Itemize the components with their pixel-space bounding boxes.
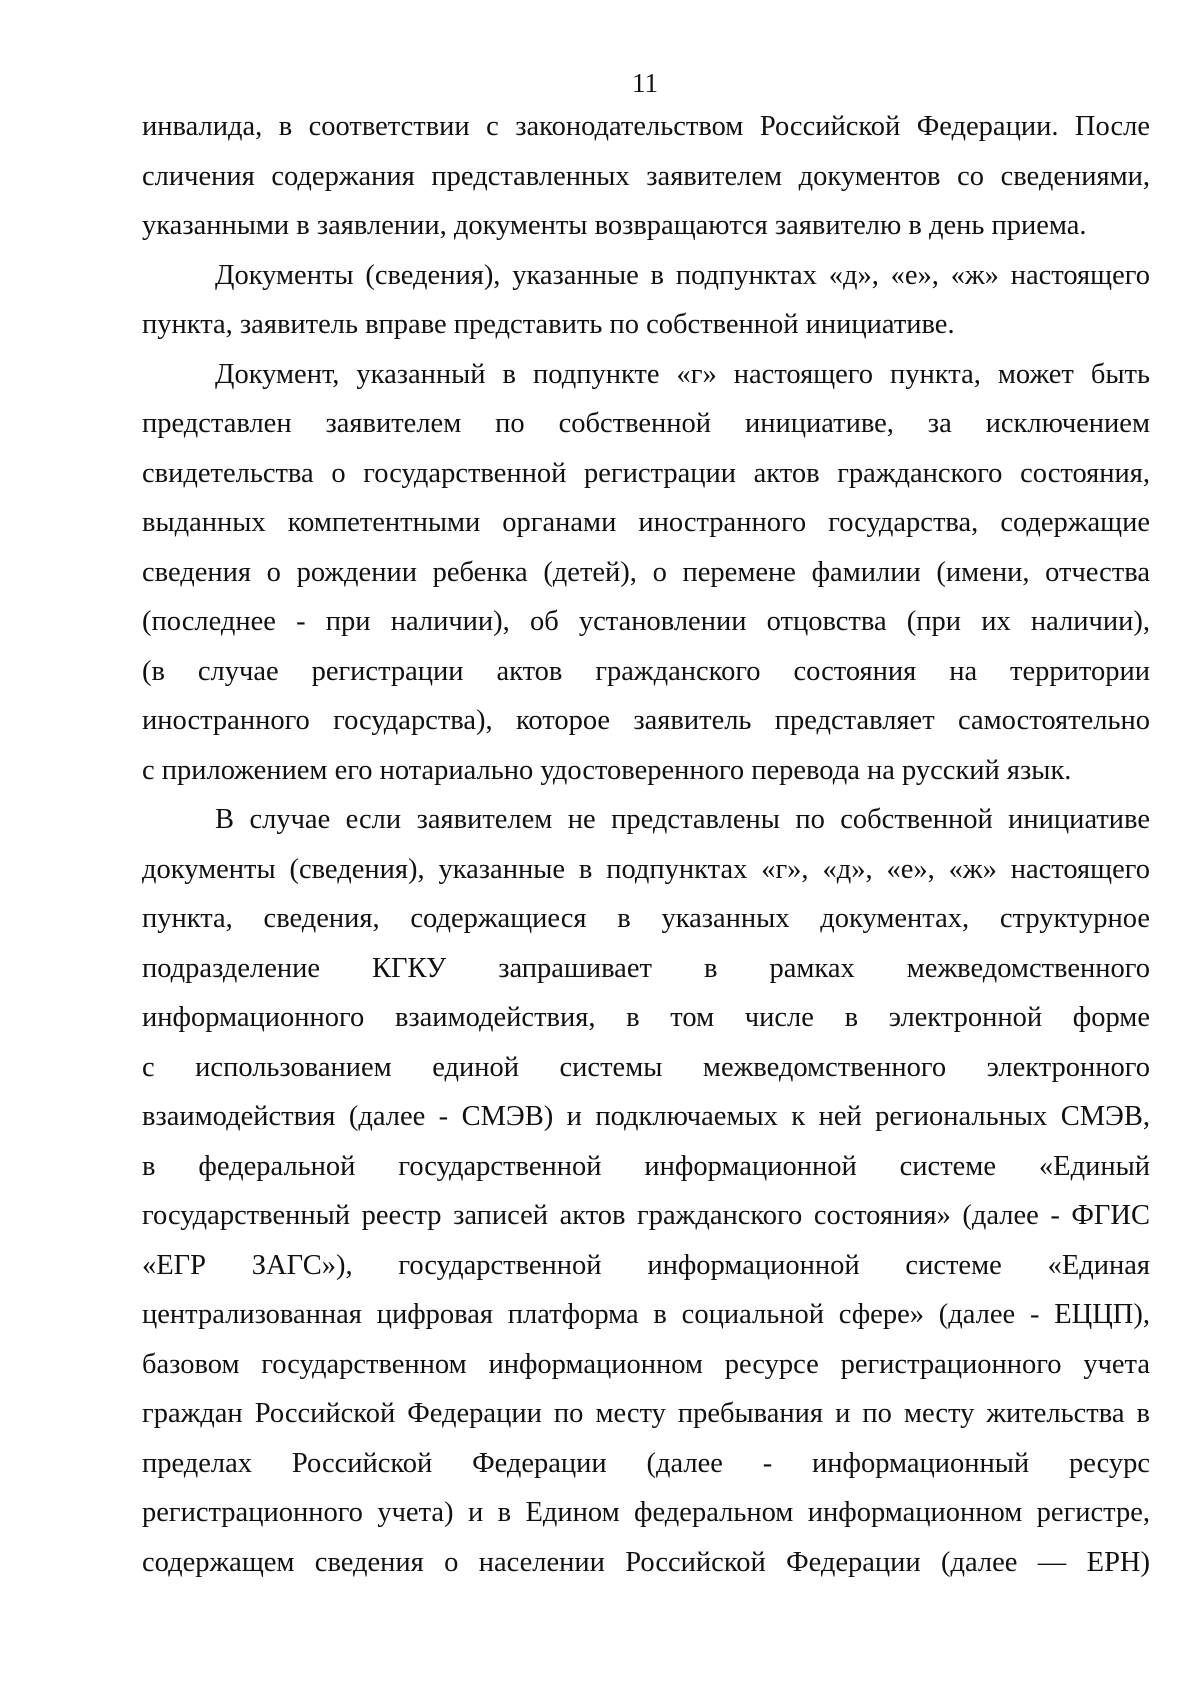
text-line: сличения содержания представленных заявителем документов со сведениями, bbox=[142, 160, 1150, 192]
paragraph bbox=[142, 795, 1150, 1587]
paragraph bbox=[142, 102, 1150, 251]
text-line: Документ, указанный в подпункте «г» настоящего пункта, может быть bbox=[215, 358, 1150, 390]
paragraph bbox=[142, 251, 1150, 350]
text-line: содержащем сведения о населении Российской Федерации (далее — ЕРН) bbox=[142, 1546, 1150, 1578]
text-line: базовом государственном информационном ресурсе регистрационного учета bbox=[142, 1348, 1150, 1380]
text-line: пункта, сведения, содержащиеся в указанных документах, структурное bbox=[142, 903, 1150, 934]
text-line: «ЕГР ЗАГС»), государственной информационной системе «Единая bbox=[142, 1249, 1150, 1281]
text-line: с приложением его нотариально удостоверенного перевода на русский язык. bbox=[142, 754, 1072, 786]
text-line: в федеральной государственной информационной системе «Единый bbox=[142, 1150, 1150, 1182]
text-line: (в случае регистрации актов гражданского состояния на территории bbox=[142, 655, 1150, 687]
text-line: пределах Российской Федерации (далее - информационный ресурс bbox=[142, 1447, 1150, 1479]
text-line: инвалида, в соответствии с законодательством Российской Федерации. После bbox=[142, 111, 1150, 142]
text-line: В случае если заявителем не представлены по собственной инициативе bbox=[215, 804, 1150, 835]
text-line: документы (сведения), указанные в подпунктах «г», «д», «е», «ж» настоящего bbox=[142, 853, 1150, 885]
text-line: свидетельства о государственной регистрации актов гражданского состояния, bbox=[142, 457, 1150, 489]
text-line: представлен заявителем по собственной инициативе, за исключением bbox=[142, 408, 1150, 439]
text-line: указанными в заявлении, документы возвращаются заявителю в день приема. bbox=[142, 210, 1087, 241]
text-line: пункта, заявитель вправе представить по собственной инициативе. bbox=[142, 309, 955, 340]
text-line: (последнее - при наличии), об установлении отцовства (при их наличии), bbox=[142, 606, 1150, 637]
text-line: взаимодействия (далее - СМЭВ) и подключаемых к ней региональных СМЭВ, bbox=[142, 1101, 1150, 1132]
text-line: информационного взаимодействия, в том числе в электронной форме bbox=[142, 1002, 1150, 1033]
document-body bbox=[142, 102, 1150, 1587]
text-line: государственный реестр записей актов гражданского состояния» (далее - ФГИС bbox=[142, 1200, 1150, 1231]
text-line: подразделение КГКУ запрашивает в рамках межведомственного bbox=[142, 952, 1150, 984]
text-line: иностранного государства), которое заявитель представляет самостоятельно bbox=[142, 705, 1150, 736]
text-line: сведения о рождении ребенка (детей), о перемене фамилии (имени, отчества bbox=[142, 556, 1150, 588]
text-line: Документы (сведения), указанные в подпунктах «д», «е», «ж» настоящего bbox=[215, 259, 1150, 291]
paragraph bbox=[142, 350, 1150, 796]
text-line: регистрационного учета) и в Едином федеральном информационном регистре, bbox=[142, 1497, 1150, 1528]
text-line: с использованием единой системы межведомственного электронного bbox=[142, 1051, 1150, 1083]
page-number: 11 bbox=[632, 68, 658, 98]
text-line: выданных компетентными органами иностранного государства, содержащие bbox=[142, 507, 1150, 538]
text-line: централизованная цифровая платформа в социальной сфере» (далее - ЕЦЦП), bbox=[142, 1299, 1150, 1330]
text-line: граждан Российской Федерации по месту пребывания и по месту жительства в bbox=[142, 1398, 1150, 1429]
